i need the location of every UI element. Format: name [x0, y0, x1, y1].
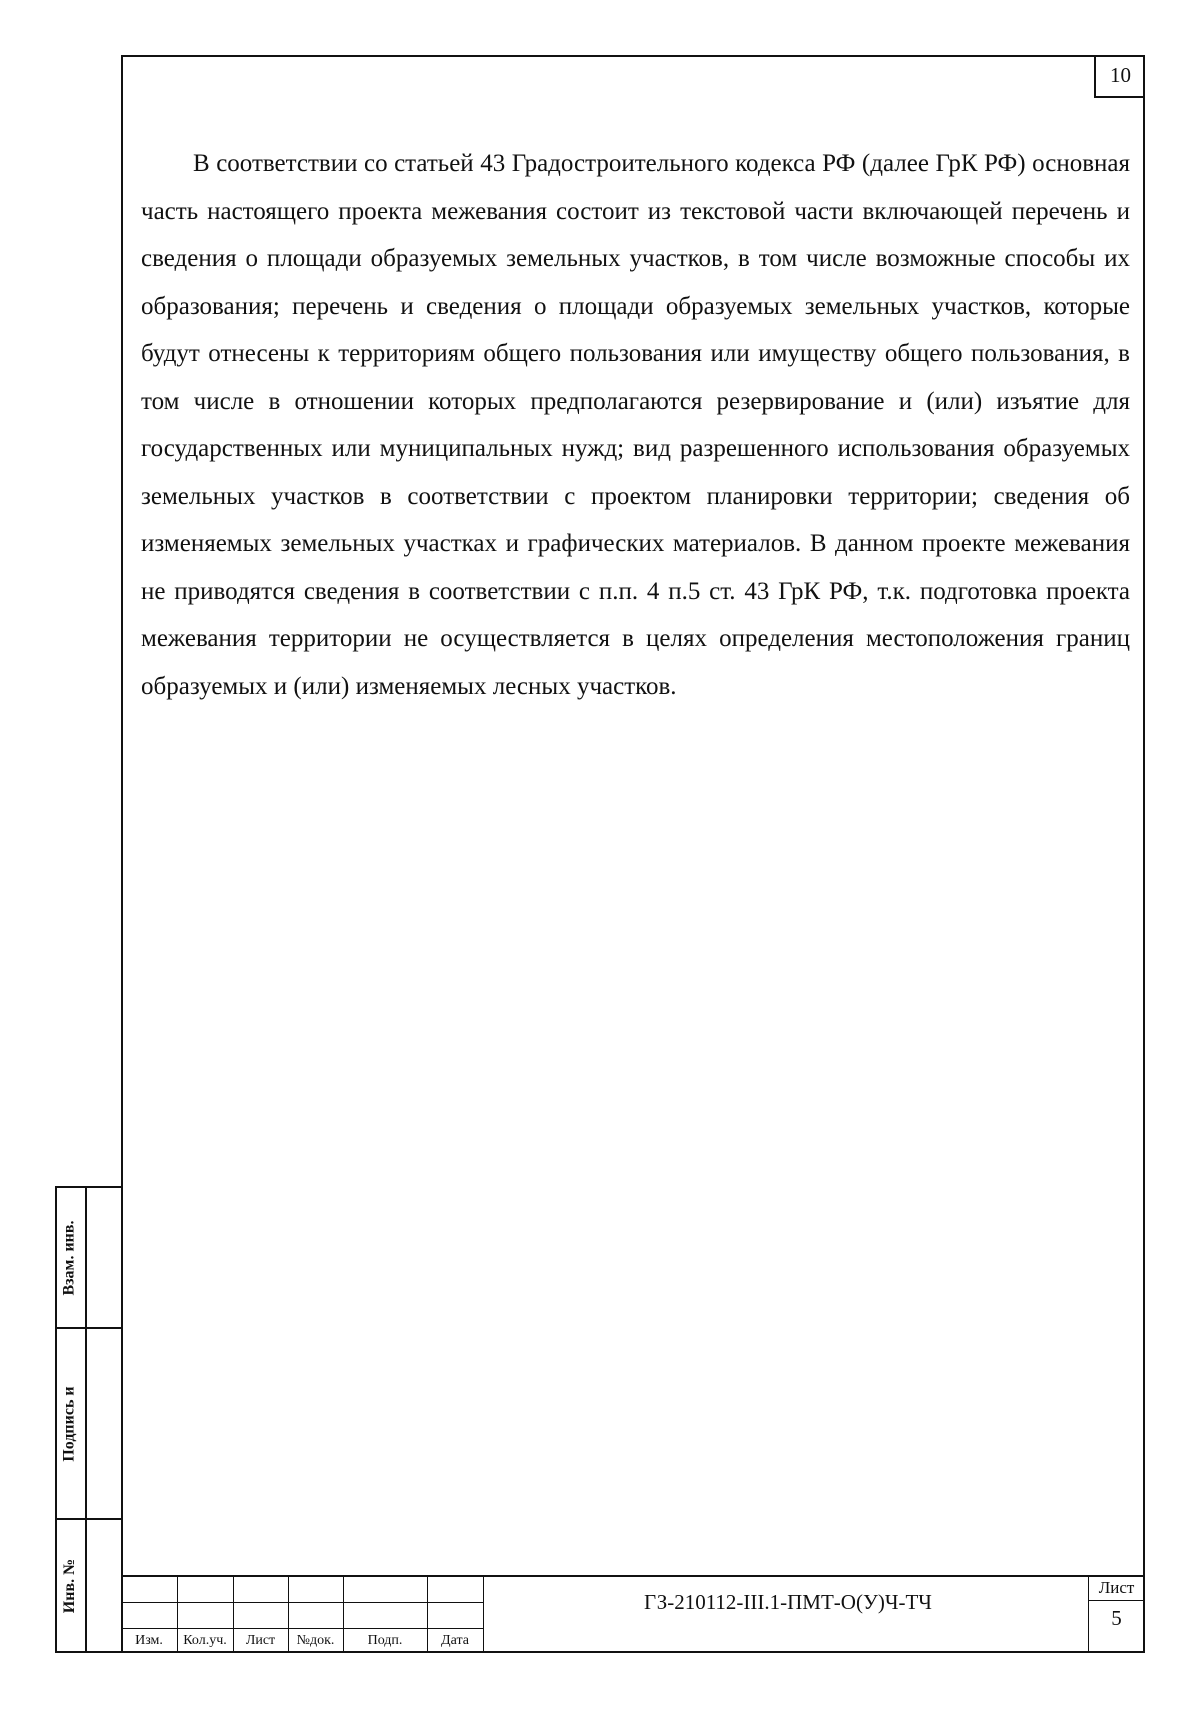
- side-label-inv-no: Инв. №: [61, 1558, 79, 1613]
- sheet-number: 5: [1111, 1606, 1122, 1630]
- stamp-col-list: Лист: [245, 1633, 276, 1648]
- side-label-podpis: Подпись и: [61, 1385, 79, 1462]
- sheet-divider: [1088, 1600, 1145, 1601]
- body-paragraph: В соответствии со статьей 43 Градостроительного кодекса РФ (далее ГрК РФ) основная часть настоящего проекта межевания состоит из текстовой части включающей перечень и сведения о площади образуемых земельных участков, в том числе возможные способы их образования; перечень и сведения о площади образуемых земельных участков, которые будут отнесены к территориям общего пользования или имуществу общего пользования, в том числе в отношении которых предполагаются резервирование и (или) изъятие для государственных или муниципальных нужд; вид разрешенного использования образуемых земельных участков в соответствии с проектом планировки территории; сведения об изменяемых земельных участках и графических материалов. В данном проекте межевания не приводятся сведения в соответствии с п.п. 4 п.5 ст. 43 ГрК РФ, т.к. подготовка проекта межевания территории не осуществляется в целях определения местоположения границ образуемых и (или) изменяемых лесных участков.: [141, 150, 1130, 700]
- title-block-row-line: [121, 1602, 483, 1603]
- document-code: ГЗ-210112-III.1-ПМТ-О(У)Ч-ТЧ: [644, 1590, 932, 1614]
- side-strip-divider: [85, 1186, 87, 1653]
- stamp-col-ndok: №док.: [296, 1633, 335, 1648]
- page-number: 10: [1094, 55, 1145, 98]
- stamp-col-kol-uch: Кол.уч.: [183, 1633, 227, 1648]
- stamp-col-izm: Изм.: [135, 1633, 163, 1648]
- stamp-col-podp: Подп.: [367, 1633, 403, 1648]
- stamp-col-data: Дата: [441, 1633, 469, 1648]
- title-block-row-line: [121, 1628, 483, 1629]
- sheet-label: Лист: [1098, 1578, 1135, 1597]
- side-label-vzam-inv: Взам. инв.: [61, 1219, 79, 1296]
